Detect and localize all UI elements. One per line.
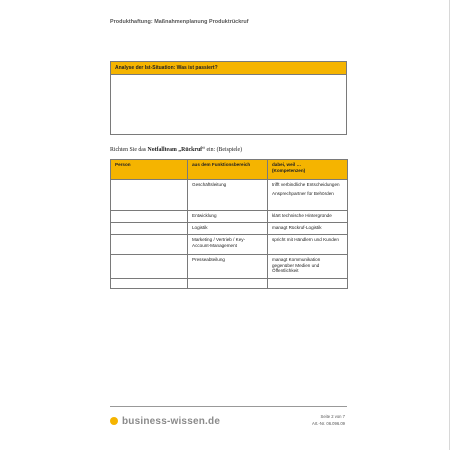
logo-text: business-wissen.de [122, 415, 221, 427]
page-title: Produkthaftung: Maßnahmenplanung Produktrückruf [110, 19, 249, 25]
cell-reason [268, 211, 348, 223]
intro-prefix: Richten Sie das [110, 147, 148, 153]
cell-person[interactable] [111, 279, 188, 289]
cell-area: Logistik [188, 223, 268, 235]
team-intro-text [110, 147, 242, 153]
cell-reason [268, 235, 348, 255]
cell-person[interactable] [111, 223, 188, 235]
cell-area: Presseabteilung [188, 255, 268, 279]
cell-reason [268, 279, 348, 289]
table-row [111, 235, 348, 255]
cell-person[interactable] [111, 255, 188, 279]
cell-person[interactable] [111, 235, 188, 255]
cell-reason [268, 255, 348, 279]
brand-logo [110, 414, 220, 428]
logo-dot-icon [110, 417, 118, 425]
reason-line: Ansprechpartner für Behörden [272, 190, 334, 196]
reason-line: managt Rückruf-Logistik [272, 225, 322, 230]
header-area: aus dem Funktionsbereich [188, 160, 268, 180]
emergency-team-table [110, 159, 348, 289]
table-row [111, 255, 348, 279]
footer-meta [312, 413, 345, 427]
cell-area: Geschäftsleitung [188, 180, 268, 211]
cell-person[interactable] [111, 211, 188, 223]
table-row [111, 279, 348, 289]
cell-area [188, 279, 268, 289]
cell-area: Entwicklung [188, 211, 268, 223]
reason-line: klärt technische Hintergründe [272, 213, 332, 218]
page-number: Seite 2 von 7 [320, 414, 345, 419]
cell-person[interactable] [111, 180, 188, 211]
cell-reason [268, 223, 348, 235]
reason-line: spricht mit Händlern und Kunden [272, 237, 339, 242]
article-number: Art.-Nr. 06.096.09 [311, 421, 345, 426]
intro-emphasis: Notfallteam „Rückruf“ [147, 147, 205, 153]
intro-suffix: ein: (Beispiele) [205, 147, 243, 153]
table-header-row [111, 160, 348, 180]
situation-analysis-box [110, 61, 347, 135]
reason-line: trifft verbindliche Entscheidungen [272, 182, 340, 187]
table-row [111, 223, 348, 235]
footer-divider [110, 406, 347, 407]
header-reason: dabei, weil … (Kompetenzen) [268, 160, 348, 180]
cell-reason [268, 180, 348, 211]
cell-area: Marketing / Vertrieb / Key-Account-Management [188, 235, 268, 255]
header-person: Person [111, 160, 188, 180]
table-row [111, 180, 348, 211]
situation-analysis-heading: Analyse der Ist-Situation: Was ist passiert? [111, 62, 346, 75]
table-row [111, 211, 348, 223]
reason-line: managt Kommunikation gegenüber Medien und Öffentlichkeit [272, 257, 321, 274]
